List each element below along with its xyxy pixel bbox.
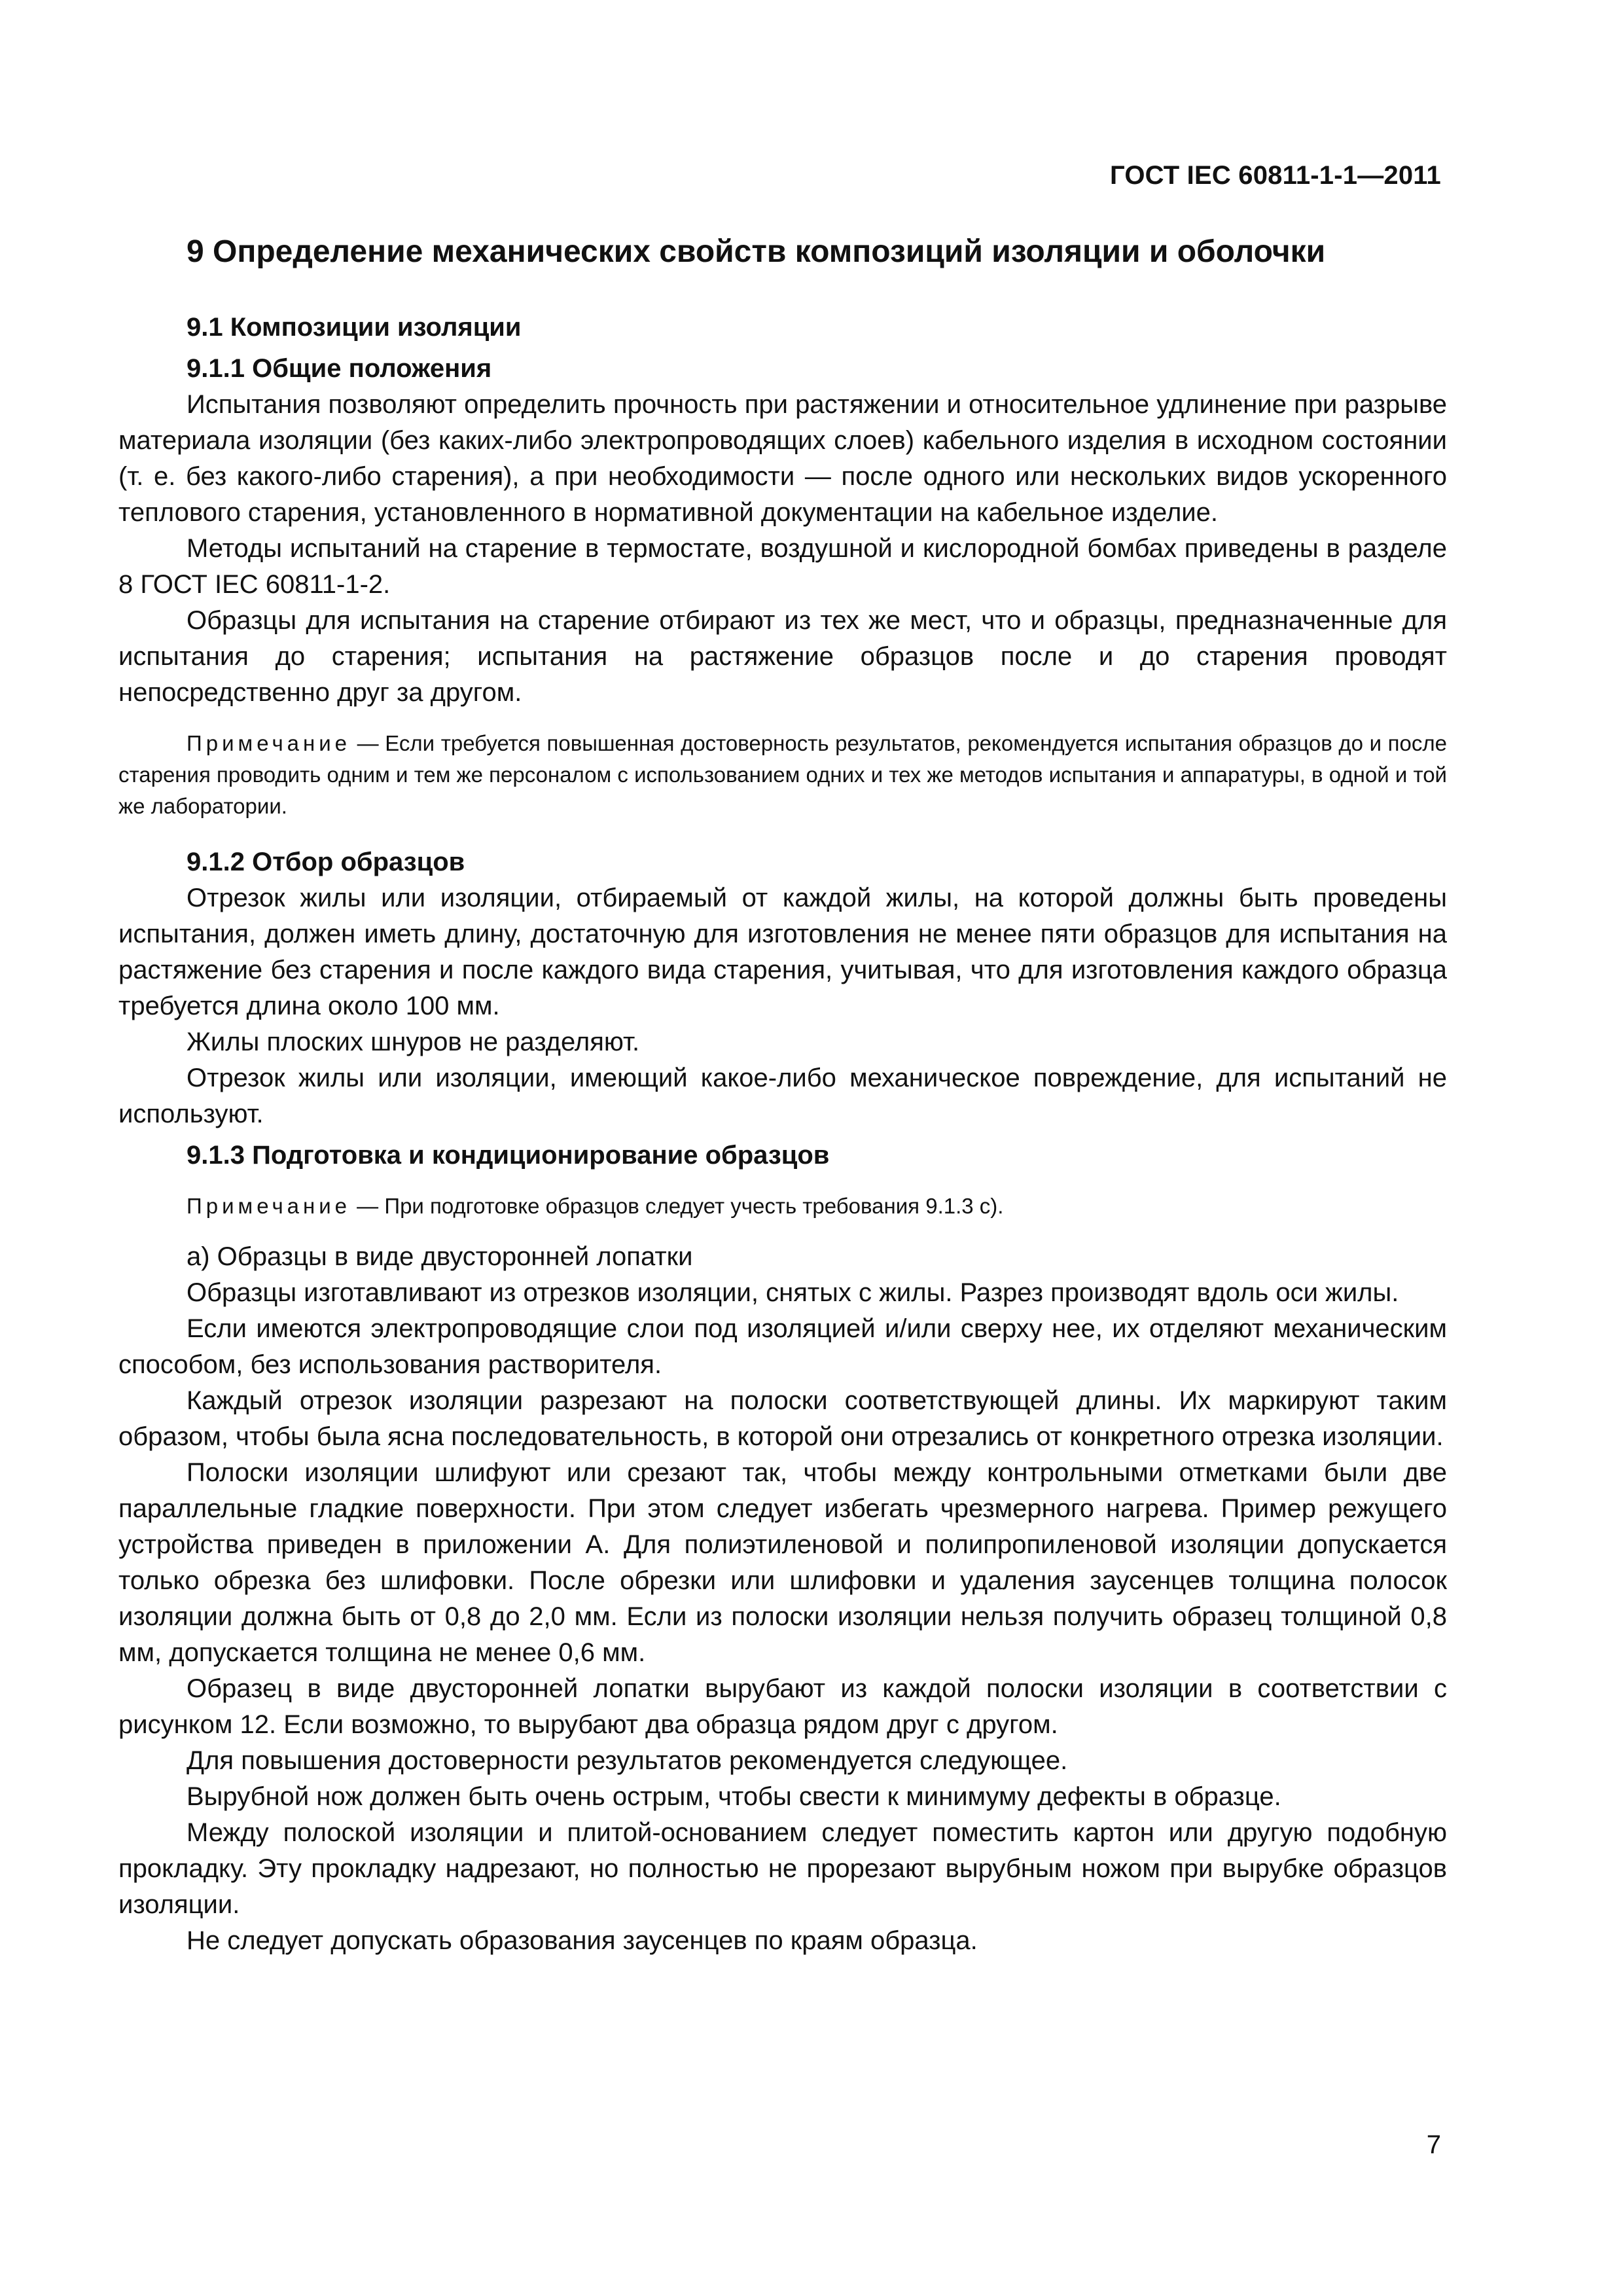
note [118,1191,1447,1222]
paragraph: Отрезок жилы или изоляции, имеющий какое-либо механическое повреждение, для испытаний не используют. [118,1064,1447,1128]
heading-9-1-2: 9.1.2 Отбор образцов [187,848,465,876]
page-content [118,229,1447,1959]
paragraph: Образцы изготавливают из отрезков изоляции, снятых с жилы. Разрез производят вдоль оси жилы. [187,1278,1399,1307]
paragraph: Для повышения достоверности результатов рекомендуется следующее. [187,1746,1068,1775]
paragraph: Если имеются электропроводящие слои под изоляцией и/или сверху нее, их отделяют механическим способом, без использования растворителя. [118,1314,1447,1379]
paragraph: Полоски изоляции шлифуют или срезают так, чтобы между контрольными отметками были две параллельные гладкие поверхности. При этом следует избегать чрезмерного нагрева. Пример режущего устройства приведен в приложении А. Для полиэтиленовой и полипропиленовой изоляции допускается только обрезка без шлифовки. После обрезки или шлифовки и удаления заусенцев толщина полосок изоляции должна быть от 0,8 до 2,0 мм. Если из полоски изоляции нельзя получить образец толщиной 0,8 мм, допускается толщина не менее 0,6 мм. [118,1458,1447,1667]
paragraph: Между полоской изоляции и плитой-основанием следует поместить картон или другую подобную прокладку. Эту прокладку надрезают, но полностью не прорезают вырубным ножом при вырубке образцов изоляции. [118,1818,1447,1919]
paragraph: Образцы для испытания на старение отбирают из тех же мест, что и образцы, предназначенные для испытания до старения; испытания на растяжение образцов после и до старения проводят непосредственно друг за другом. [118,606,1447,707]
note-label: Примечание [187,1194,351,1218]
paragraph: Методы испытаний на старение в термостате, воздушной и кислородной бомбах приведены в разделе 8 ГОСТ IEC 60811-1-2. [118,534,1447,599]
heading-9-1-1: 9.1.1 Общие положения [187,354,492,383]
page-number: 7 [1426,2130,1441,2159]
paragraph: Испытания позволяют определить прочность при растяжении и относительное удлинение при разрыве материала изоляции (без каких-либо электропроводящих слоев) кабельного изделия в исходном состоянии (т. е. без какого-либо старения), а при необходимости — после одного или нескольких видов ускоренного теплового старения, установленного в нормативной документации на кабельное изделие. [118,390,1447,527]
note [118,728,1447,822]
standard-code-header: ГОСТ IEC 60811-1-1—2011 [1109,161,1441,190]
heading-9-1: 9.1 Композиции изоляции [187,313,522,342]
list-item-a: а) Образцы в виде двусторонней лопатки [187,1242,693,1271]
note-label: Примечание [187,731,351,755]
note-text: — Если требуется повышенная достоверность результатов, рекомендуется испытания образцов до и после старения проводить одним и тем же персоналом с использованием одних и тех же методов испытания и аппаратуры, в одной и той же лаборатории. [118,731,1447,818]
section-title: 9 Определение механических свойств композиций изоляции и оболочки [187,234,1326,269]
paragraph: Жилы плоских шнуров не разделяют. [187,1028,640,1056]
paragraph: Отрезок жилы или изоляции, отбираемый от каждой жилы, на которой должны быть проведены испытания, должен иметь длину, достаточную для изготовления не менее пяти образцов для испытания на растяжение без старения и после каждого вида старения, учитывая, что для изготовления каждого образца требуется длина около 100 мм. [118,884,1447,1020]
heading-9-1-3: 9.1.3 Подготовка и кондиционирование образцов [187,1141,830,1170]
paragraph: Вырубной нож должен быть очень острым, чтобы свести к минимуму дефекты в образце. [187,1782,1281,1811]
paragraph: Не следует допускать образования заусенцев по краям образца. [187,1926,978,1955]
paragraph: Образец в виде двусторонней лопатки вырубают из каждой полоски изоляции в соответствии с рисунком 12. Если возможно, то вырубают два образца рядом друг с другом. [118,1674,1447,1739]
paragraph: Каждый отрезок изоляции разрезают на полоски соответствующей длины. Их маркируют таким образом, чтобы была ясна последовательность, в которой они отрезались от конкретного отрезка изоляции. [118,1386,1447,1451]
note-text: — При подготовке образцов следует учесть требования 9.1.3 с). [351,1194,1004,1218]
